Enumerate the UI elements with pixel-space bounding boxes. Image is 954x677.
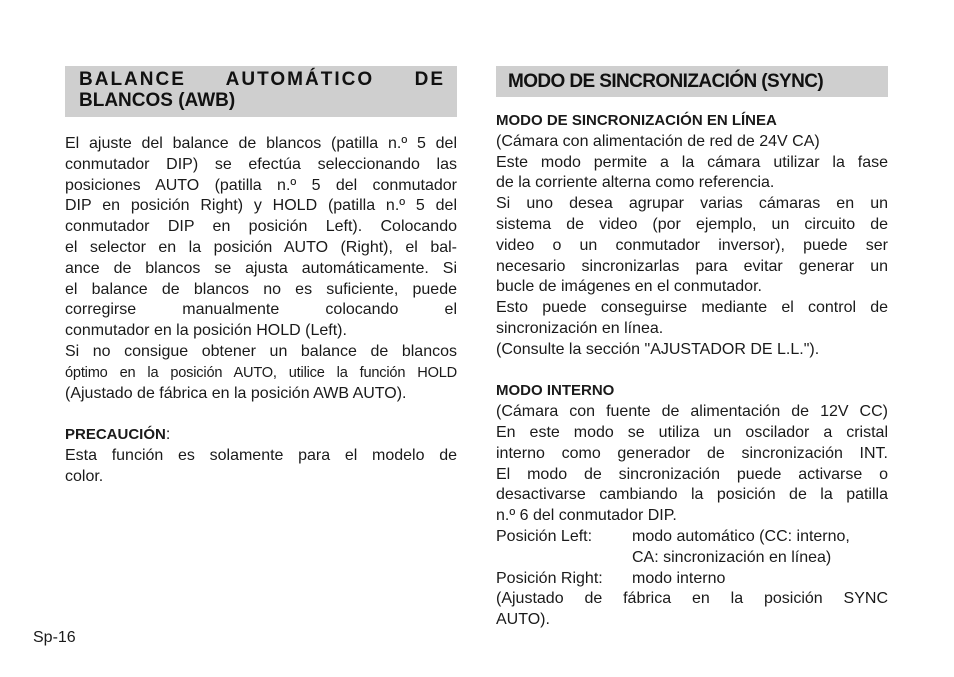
awb-line: DIP en posición Right) y HOLD (patilla n.º 5 del [65, 197, 457, 215]
awb-line: el balance de blancos no es suficiente, puede [65, 280, 457, 298]
sync-line: (Cámara con alimentación de red de 24V CA) [496, 132, 820, 150]
awb-line: posiciones AUTO (patilla n.º 5 del conmutador [65, 176, 457, 194]
awb-line: El ajuste del balance de blancos (patilla n.º 5 del [65, 135, 457, 152]
position-right-label: Posición Right: [496, 569, 603, 587]
line-lock-subheading: MODO DE SINCRONIZACIÓN EN LÍNEA [496, 112, 777, 129]
awb-line: (Ajustado de fábrica en la posición AWB AUTO). [65, 384, 407, 402]
sync-line: Este modo permite a la cámara utilizar la fase [496, 153, 888, 171]
awb-line: conmutador DIP en posición Left). Colocando [65, 218, 457, 236]
sync-line: (Consulte la sección "AJUSTADOR DE L.L."). [496, 340, 820, 358]
sync-line: sistema de video (por ejemplo, un circuito de [496, 215, 888, 233]
caution-colon: : [165, 426, 171, 444]
internal-mode-subheading: MODO INTERNO [496, 382, 615, 400]
caution-label: PRECAUCIÓN [65, 426, 166, 444]
position-left-value-cont: CA: sincronización en línea) [632, 548, 832, 566]
position-left-row [496, 527, 888, 548]
awb-body [65, 134, 457, 488]
position-left-label: Posición Left: [496, 527, 593, 545]
left-column [65, 66, 457, 488]
sync-line: desactivarse cambiando la posición de la patilla [496, 486, 888, 504]
awb-line: corregirse manualmente colocando el [65, 301, 457, 319]
awb-heading-line1: BALANCE AUTOMÁTICO DE [79, 69, 445, 90]
right-column [496, 66, 888, 631]
awb-line: conmutador en la posición HOLD (Left). [65, 322, 347, 340]
sync-line: bucle de imágenes en el conmutador. [496, 278, 762, 296]
caution-line: color. [65, 467, 104, 485]
sync-line: sincronización en línea. [496, 319, 664, 337]
position-left-value: modo automático (CC: interno, [632, 527, 850, 545]
awb-line: óptimo en la posición AUTO, utilice la función HOLD [65, 364, 457, 381]
sync-line: (Cámara con fuente de alimentación de 12V CC) [496, 403, 888, 421]
position-right-row [496, 569, 888, 590]
awb-line: el selector en la posición AUTO (Right), el bal- [65, 238, 457, 256]
page-number: Sp-16 [33, 629, 76, 646]
sync-line: video o un conmutador inversor), puede ser [496, 236, 888, 254]
awb-line: ance de blancos se ajusta automáticamente. Si [65, 259, 457, 277]
sync-line: de la corriente alterna como referencia. [496, 174, 775, 192]
sync-line: El modo de sincronización puede activarse o [496, 465, 888, 483]
factory-default-line: AUTO). [496, 611, 550, 629]
sync-line: n.º 6 del conmutador DIP. [496, 507, 677, 525]
awb-heading-line2: BLANCOS (AWB) [79, 90, 236, 111]
caution-heading [65, 425, 457, 446]
awb-section-heading [65, 66, 457, 117]
position-right-value: modo interno [632, 569, 726, 587]
sync-section-heading: MODO DE SINCRONIZACIÓN (SYNC) [496, 66, 888, 97]
factory-default-line: (Ajustado de fábrica en la posición SYNC [496, 590, 888, 608]
sync-line: necesario sincronizarlas para evitar generar un [496, 257, 888, 275]
awb-line: conmutador DIP) se efectúa seleccionando las [65, 155, 457, 173]
sync-line: interno como generador de sincronización INT. [496, 444, 888, 462]
sync-body [496, 111, 888, 631]
awb-line: Si no consigue obtener un balance de blancos [65, 342, 457, 360]
sync-line: En este modo se utiliza un oscilador a cristal [496, 423, 888, 441]
sync-line: Esto puede conseguirse mediante el control de [496, 299, 888, 317]
caution-line: Esta función es solamente para el modelo de [65, 446, 457, 464]
sync-line: Si uno desea agrupar varias cámaras en un [496, 195, 888, 213]
